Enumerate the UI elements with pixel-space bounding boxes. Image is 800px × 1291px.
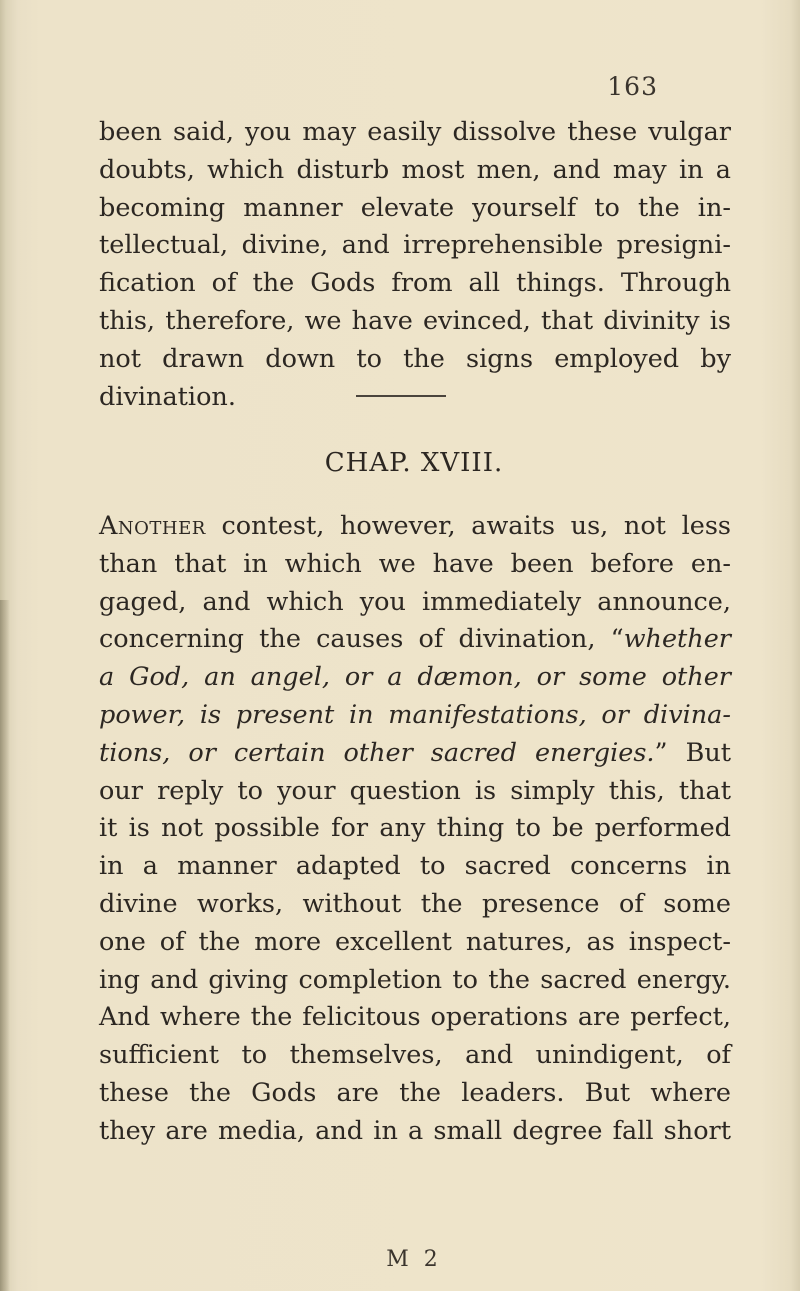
opening-word: Another xyxy=(99,511,206,541)
text-line: fication of the Gods from all things. Through xyxy=(99,268,731,299)
text-line: doubts, which disturb most men, and may in a xyxy=(99,154,731,185)
quoted-question: power, is present in manifestations, or divina- xyxy=(99,699,731,730)
text-line: our reply to your question is simply this, that xyxy=(99,775,731,806)
quoted-question: tions, or certain other sacred energies. xyxy=(99,737,655,768)
text-line: one of the more excellent natures, as inspect- xyxy=(99,926,731,957)
quoted-question: a God, an angel, or a dæmon, or some other xyxy=(99,662,731,693)
page-edge-shadow xyxy=(0,600,10,1291)
text-line: in a manner adapted to sacred concerns in xyxy=(99,851,731,882)
section-divider-rule xyxy=(356,395,446,397)
text-line: tellectual, divine, and irreprehensible presigni- xyxy=(99,230,731,261)
text-line: And where the felicitous operations are perfect, xyxy=(99,1002,731,1033)
text-line: concerning the causes of divination, “whether xyxy=(99,624,731,655)
text-line: ing and giving completion to the sacred energy. xyxy=(99,964,731,995)
text-line xyxy=(99,659,731,697)
text-line: been said, you may easily dissolve these vulgar xyxy=(99,117,731,147)
paragraph-continued xyxy=(99,114,731,416)
text-line xyxy=(99,697,731,735)
text-line: these the Gods are the leaders. But where xyxy=(99,1077,731,1108)
text-line: Another contest, however, awaits us, not less xyxy=(99,511,731,541)
text-line: becoming manner elevate yourself to the in- xyxy=(99,192,731,223)
text-line: divination. xyxy=(99,381,236,412)
chapter-paragraph xyxy=(99,508,731,1151)
text-line: it is not possible for any thing to be performed xyxy=(99,813,731,844)
text-line: sufficient to themselves, and unindigent, of xyxy=(99,1040,731,1071)
quoted-question: whether xyxy=(623,624,731,655)
text-line: divine works, without the presence of some xyxy=(99,888,731,919)
chapter-heading: CHAP. XVIII. xyxy=(324,448,504,478)
signature-mark: M 2 xyxy=(386,1247,442,1272)
page-number: 163 xyxy=(607,72,658,101)
text-line: not drawn down to the signs employed by xyxy=(99,343,731,374)
text-line: this, therefore, we have evinced, that divinity is xyxy=(99,305,731,336)
text-line: tions, or certain other sacred energies.” But xyxy=(99,737,731,768)
text-line: they are media, and in a small degree fall short xyxy=(99,1115,731,1146)
text-line: than that in which we have been before en- xyxy=(99,548,731,579)
text-line: gaged, and which you immediately announce, xyxy=(99,586,731,617)
